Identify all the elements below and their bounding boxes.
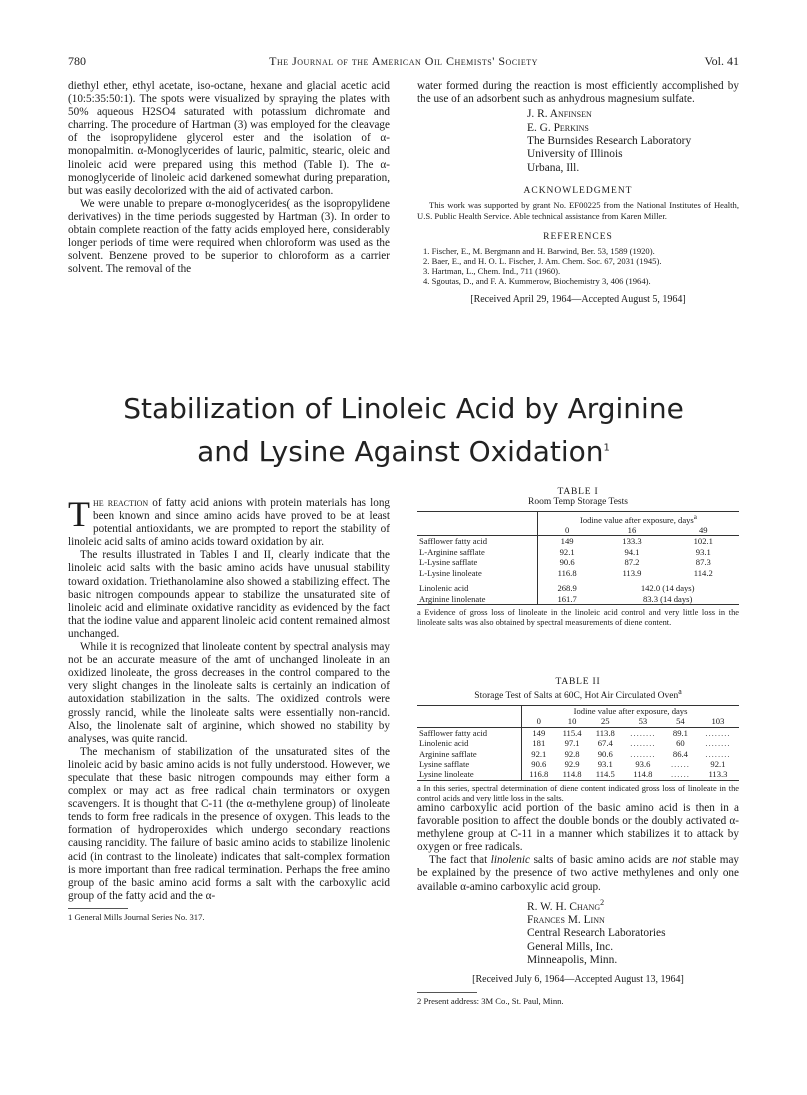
article-title-line-1: Stabilization of Linoleic Acid by Arginine	[123, 392, 684, 425]
acknowledgment-text: This work was supported by grant No. EF00225 from the National Institutes of Health, U.S. Public Health Service. Able technical assistance from Karen Miller.	[417, 200, 739, 221]
article-paragraph: The mechanism of stabilization of the unsaturated sites of the linoleic acid by basic amino acids is not fully understood. However, we speculate that these basic nitrogen compounds may either form a complex or may act as free radical chain terminators or oxygen scavengers. It is thought that C-11 (the α-methylene group) of linoleate tends to form free radicals in the presence of oxygen. This leads to the formation of hydroperoxides which undergo secondary reactions causing rancidity. The failure of basic amino acids to stabilize linolenic acid (in contrast to the linoleate) indicates that salt-complex formation is more important than free radical termination. Perhaps the free amino group of the basic amino acid forms a salt with the carboxylic acid group of the fatty acid and the α-	[68, 745, 390, 902]
drop-cap: T	[68, 494, 90, 534]
table-note: a In this series, spectral determination of diene content indicated gross loss of linoleate in the control acids and very little loss in the salts.	[417, 783, 739, 803]
author-name: R. W. H. Chang$^2$	[527, 897, 605, 913]
prev-article-left-column	[68, 80, 390, 276]
table-subtitle: Room Temp Storage Tests	[528, 497, 628, 508]
affiliation-line: Urbana, Ill.	[527, 161, 580, 174]
table-row: Safflower fatty acid 149 115.4 113.8 ........ 89.1 ........	[419, 727, 731, 738]
table-1	[417, 487, 739, 628]
reference-item: 4. Sgoutas, D., and F. A. Kummerow, Biochemistry 3, 406 (1964).	[423, 276, 651, 287]
running-header	[68, 54, 739, 72]
affiliation-line: The Burnsides Research Laboratory	[527, 135, 692, 147]
table-caption: TABLE II	[555, 677, 601, 687]
table-row: Lysine linoleate 116.8 114.8 114.5 114.8 ...... 113.3	[417, 769, 739, 780]
table-header-row	[417, 525, 739, 536]
table-row: Linolenic acid 181 97.1 67.4 ........ 60 ........	[419, 738, 731, 749]
title-text: and Lysine Against Oxidation	[197, 435, 604, 468]
footnote: 1 General Mills Journal Series No. 317.	[68, 911, 205, 922]
received-dates: [Received July 6, 1964—Accepted August 13, 1964]	[472, 974, 684, 986]
footnote-divider	[68, 908, 128, 909]
table-1-grid	[417, 511, 739, 605]
reference-item: 3. Hartman, L., Chem. Ind., 711 (1960).	[423, 266, 561, 277]
reference-item: 1. Fischer, E., M. Bergmann and H. Barwind, Ber. 53, 1589 (1920).	[423, 245, 655, 256]
table-row: Arginine linolenate 161.7 83.3 (14 days)	[417, 594, 739, 605]
table-row: Linolenic acid 268.9 142.0 (14 days)	[419, 583, 695, 594]
author-name: Frances M. Linn	[527, 913, 605, 926]
affiliation-line: Minneapolis, Minn.	[527, 954, 618, 967]
affiliation-line: University of Illinois	[527, 148, 623, 161]
table-group-header: Iodine value after exposure, days	[522, 705, 739, 716]
table-2-grid	[417, 705, 739, 781]
prev-article-right-column	[417, 80, 739, 306]
author-block	[527, 896, 739, 968]
article-left-column	[68, 494, 391, 922]
table-row: L-Lysine safflate 90.6 87.2 87.3	[419, 557, 711, 568]
acknowledgment-heading: ACKNOWLEDGMENT	[523, 186, 633, 197]
article-paragraph: While it is recognized that linoleate content by spectral analysis may not be an accurate measure of the amt of unchanged linoleate in an oxidized linoleate, the gross decreases in the control compared to the very slight changes in the linoleate salts is certainly an indication of autoxidation stabilization in the salts. The oxidized controls were grossly rancid, while the linoleate salts were essentially non-rancid. Also, the linolenate salt of arginine, which showed no stability by analyses, was quite rancid.	[68, 641, 390, 745]
title-footnote-mark: 1	[603, 442, 610, 454]
volume-label: Vol. 41	[704, 54, 739, 68]
article-paragraph: amino carboxylic acid portion of the basic amino acid is then in a favorable position to affect the double bonds or the doubly activated α-methylene group at C-11 in a manner which stabilizes it to attack by oxygen or free radicals.	[417, 802, 739, 854]
paragraph-text: of fatty acid anions with protein materials has long been known and since amino acids have proved to be at least potential antioxidants, we are prompted to report the stability of linoleic acid salts of amino acids toward oxidation by air.	[68, 497, 391, 549]
table-2	[417, 677, 739, 804]
author-name: E. G. Perkins	[527, 121, 589, 134]
column-header: 16	[596, 525, 667, 536]
table-caption: TABLE I	[557, 487, 599, 497]
article-paragraph: The fact that linolenic salts of basic amino acids are not stable may be explained by the presence of two active methylenes and only one available α-amino carboxylic acid group.	[417, 854, 740, 893]
lead-in: he reaction	[93, 497, 149, 509]
footnote-divider	[417, 992, 477, 993]
table-row: Arginine safflate 92.1 92.8 90.6 ........ 86.4 ........	[419, 748, 731, 759]
table-row: Safflower fatty acid 149 133.3 102.1	[419, 536, 713, 547]
received-dates: [Received April 29, 1964—Accepted August 5, 1964]	[470, 293, 686, 305]
table-row: L-Lysine linoleate 116.8 113.9 114.2	[419, 567, 713, 578]
references-list	[417, 246, 739, 287]
table-subtitle: Storage Test of Salts at 60C, Hot Air Circulated Oven$^a$	[474, 687, 682, 702]
journal-title: The Journal of the American Oil Chemists' Society	[269, 54, 538, 68]
article-paragraph: The results illustrated in Tables I and II, clearly indicate that the linoleic acid salts with the basic amino acids have unusual stability toward oxidation. Triethanolamine also showed a stabilizing effect. The basic nitrogen compounds appear to stabilize the unsaturated site of linoleic acid and eliminate oxidative rancidity as evidenced by the fact that the iodine value and apparent linoleic acid content remained almost unchanged.	[68, 549, 390, 640]
table-row: L-Arginine safflate 92.1 94.1 93.1	[419, 546, 711, 557]
author-name: J. R. Anfinsen	[527, 108, 592, 121]
affiliation-line: Central Research Laboratories	[527, 927, 666, 940]
table-row: Lysine safflate 90.6 92.9 93.1 93.6 ...... 92.1	[419, 759, 726, 769]
footnote: 2 Present address: 3M Co., St. Paul, Minn.	[417, 995, 564, 1006]
prev-article-paragraph: We were unable to prepare α-monoglycerides( as the isopropylidene derivatives) in the time periods suggested by Hartman (3). In order to obtain complete reaction of the fatty acids employed here, considerably longer periods of time were required when chloroform was used as the solvent. Benzene proved to be superior to chloroform as a carrier solvent. The removal of the	[68, 197, 390, 276]
affiliation-line: General Mills, Inc.	[527, 940, 614, 953]
article-title-line-2	[0, 435, 807, 468]
reference-item: 2. Baer, E., and H. O. L. Fischer, J. Am. Chem. Soc. 67, 2031 (1945).	[423, 256, 662, 267]
page-number: 780	[68, 54, 86, 68]
table-note: a Evidence of gross loss of linoleate in the linoleic acid control and very little loss in the linoleate salts was also obtained by spectral measurements of diene content.	[417, 607, 739, 627]
table-group-header: Iodine value after exposure, days$^a$	[537, 511, 739, 525]
prev-article-paragraph: water formed during the reaction is most efficiently accomplished by the use of an adsorbent such as anhydrous magnesium sulfate.	[417, 80, 739, 106]
article-paragraph	[68, 494, 391, 549]
prev-article-paragraph: diethyl ether, ethyl acetate, iso-octane, hexane and glacial acetic acid (10:5:35:50:1). The spots were visualized by spraying the plates with 50% aqueous H2SO4 saturated with potassium dichromate and charring. The procedure of Hartman (3) was employed for the cleavage of the isopropylidene glycerol ester and the isolation of α-monopalmitin. α-Monoglycerides of lauric, palmitic, stearic, oleic and linoleic acid were prepared using this method (Table I). The α-monoglyceride of linoleic acid darkened somewhat during preparation, but was easily decolorized with the aid of activated carbon.	[68, 80, 390, 197]
prev-author-block	[527, 108, 739, 175]
article-right-column	[417, 802, 739, 1006]
column-header: 0	[537, 525, 596, 536]
table-header-row: 0 10 25 53 54 103	[417, 716, 739, 727]
references-heading: REFERENCES	[543, 231, 613, 242]
column-header: 49	[668, 525, 739, 536]
